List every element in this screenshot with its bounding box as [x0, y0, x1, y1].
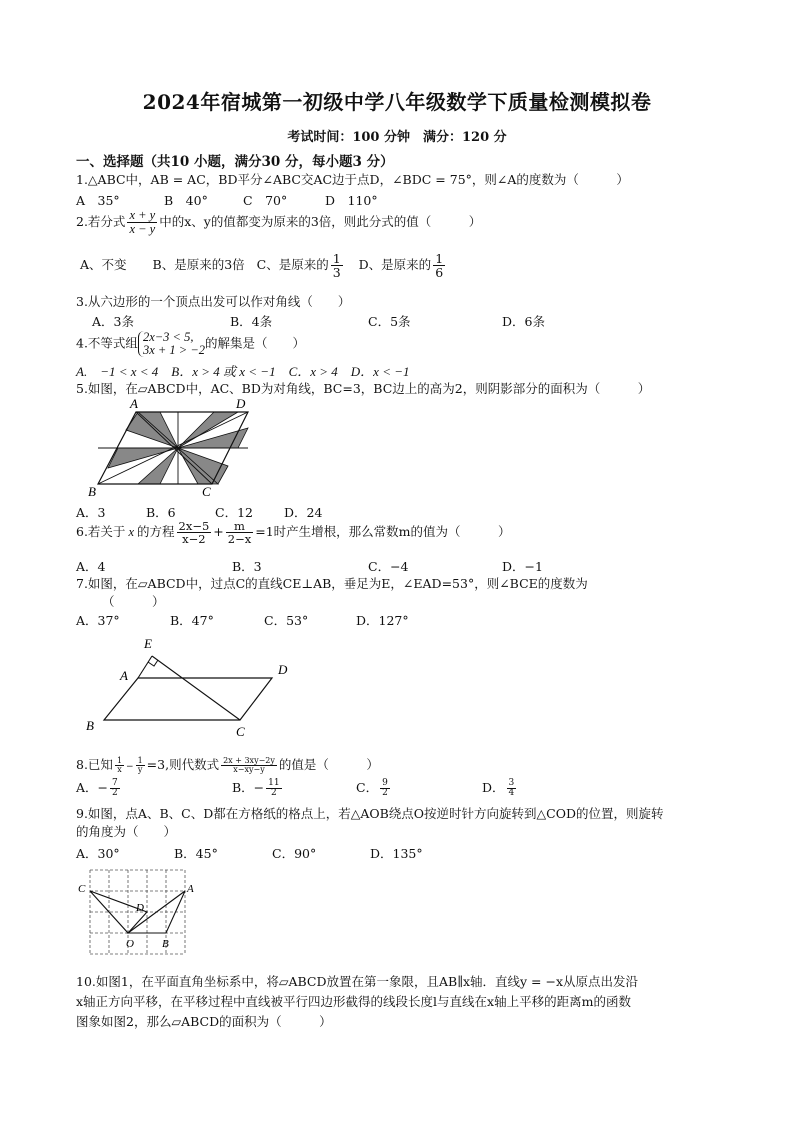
q8-option-b	[232, 778, 284, 798]
q8-c-frac	[380, 779, 390, 799]
parallelogram-ce-figure	[82, 632, 296, 740]
q4-inequality-system	[138, 331, 205, 357]
q7-answer-paren: （ ）	[102, 594, 165, 609]
question-3: 3.从六边形的一个顶点出发可以作对角线（ ）	[76, 294, 351, 309]
q2-fraction	[127, 209, 157, 236]
q2-options	[80, 252, 447, 279]
q8-expression-fraction	[221, 757, 277, 775]
section-heading: 一、选择题（共10 小题，满分30 分，每小题3 分）	[76, 154, 394, 170]
q8-a-d: 2	[112, 788, 118, 798]
q2-prefix: 2.若分式	[76, 214, 126, 230]
question-6	[76, 520, 511, 545]
label-c: C	[202, 484, 211, 499]
q4-options: A. −1 < x < 4 B．x > 4 或 x < −1 C．x > 4 D．x < −1	[76, 364, 410, 379]
q4-suffix: 的解集是（ ）	[205, 335, 306, 351]
q5-option-c: C．12	[215, 505, 253, 520]
q8-a-num: 1	[116, 755, 123, 765]
q3-option-d: D．6条	[502, 314, 545, 329]
q8-option-c	[356, 778, 392, 798]
q9-option-a: A．30°	[76, 846, 120, 861]
q6-option-a: A．4	[76, 559, 106, 574]
q4-prefix: 4.不等式组	[76, 335, 138, 351]
q8-middle: =3,则代数式	[146, 757, 220, 772]
q8-b-d: 2	[271, 788, 277, 798]
question-9-line-1: 9.如图，点A、B、C、D都在方格纸的格点上，若△AOB绕点O按逆时针方向旋转到△COD的位置，则旋转	[76, 806, 664, 821]
q8-c-n: 9	[382, 777, 388, 788]
q6-fraction-2	[226, 520, 253, 545]
q8-c-label: C．	[356, 780, 379, 795]
q8-option-d	[482, 778, 518, 798]
label-a: A	[187, 883, 194, 895]
label-d: D	[236, 396, 246, 411]
q9-option-d: D．135°	[370, 846, 423, 861]
q2-numerator: x + y	[129, 208, 156, 222]
q2-d-den: 6	[435, 265, 444, 281]
q8-a-frac	[110, 779, 120, 799]
label-b: B	[162, 938, 169, 950]
label-c: C	[78, 883, 86, 895]
q8-d-label: D．	[482, 780, 505, 795]
q3-option-c: C．5条	[368, 314, 411, 329]
q6-prefix: 6.若关于	[76, 524, 126, 540]
grid-rotation-figure	[78, 866, 202, 962]
question-4	[76, 331, 305, 357]
q2-suffix: 中的x、y的值都变为原来的3倍，则此分式的值（ ）	[159, 214, 482, 230]
question-2	[76, 209, 481, 236]
q2-option-b: B、是原来的3倍	[152, 257, 245, 273]
q6-f2-num: m	[226, 520, 253, 533]
q2-option-a: A、不变	[80, 257, 127, 273]
q6-option-c: C．−4	[368, 559, 409, 574]
q6-plus: +	[213, 524, 224, 540]
q7-option-d: D．127°	[356, 613, 409, 628]
question-10-line-2: x轴正方向平移，在平移过程中直线被平行四边形截得的线段长度l与直线在x轴上平移的距离m的函数	[76, 994, 631, 1009]
q6-variable: x	[128, 525, 134, 540]
page-title: 2024年宿城第一初级中学八年级数学下质量检测模拟卷	[142, 90, 652, 114]
question-8: 8.已知 $\frac{1}{x}$ − $\frac{1}{y}$ =3,则代数式 $\frac{2x + 3xy-2y}{x-xy-y}$ 的值是（ ）	[76, 755, 379, 774]
q5-option-d: D．24	[284, 505, 323, 520]
q2-option-d-fraction	[433, 252, 445, 279]
q8-prefix: 8.已知	[76, 757, 113, 772]
q8-a-den: x	[117, 765, 122, 774]
q5-option-a: A．3	[76, 505, 106, 520]
q2-option-c-fraction	[331, 252, 343, 279]
q1-option-c: C 70°	[243, 193, 288, 208]
q6-suffix: =1时产生增根，那么常数m的值为（ ）	[255, 524, 511, 540]
q8-a-label: A．−	[76, 780, 109, 795]
q8-c-d: 2	[382, 788, 388, 798]
q3-option-b: B．4条	[230, 314, 273, 329]
q2-c-den: 3	[332, 265, 341, 281]
q3-option-a: A．3条	[92, 314, 134, 329]
question-10-line-1: 10.如图1，在平面直角坐标系中，将▱ABCD放置在第一象限，且AB∥x轴．直线y = −x从原点出发沿	[76, 974, 639, 989]
question-10-line-3: 图象如图2，那么▱ABCD的面积为（ ）	[76, 1014, 332, 1029]
q7-option-b: B．47°	[170, 613, 214, 628]
label-o: O	[126, 938, 134, 950]
q6-option-b: B．3	[232, 559, 262, 574]
q4-line-1: 2x−3 < 5,	[142, 330, 194, 344]
q6-option-d: D．−1	[502, 559, 543, 574]
question-5: 5.如图，在▱ABCD中，AC、BD为对角线，BC=3，BC边上的高为2，则阴影部分的面积为（ ）	[76, 381, 651, 396]
q7-option-a: A．37°	[76, 613, 120, 628]
q6-f1-den: x−2	[182, 532, 206, 547]
q8-b-frac	[266, 779, 281, 799]
q8-frac-1y	[136, 757, 145, 775]
label-a: A	[130, 396, 138, 411]
q8-d-frac	[507, 779, 517, 799]
question-1: 1.△ABC中，AB = AC，BD平分∠ABC交AC边于点D，∠BDC = 75°，则∠A的度数为（ ）	[76, 172, 629, 187]
q8-b-den: y	[137, 765, 143, 774]
q8-expr-den: x−xy−y	[233, 765, 265, 774]
q8-d-d: 4	[508, 788, 515, 798]
q9-option-c: C．90°	[272, 846, 317, 861]
q8-b-num: 1	[137, 755, 143, 765]
label-b: B	[88, 484, 96, 499]
q8-frac-1x	[115, 757, 124, 775]
q6-f1-num: 2x−5	[178, 519, 210, 533]
q6-fraction-1	[177, 520, 212, 545]
q1-option-d: D 110°	[325, 193, 378, 208]
q1-option-a: A 35°	[76, 193, 120, 208]
q8-expr-num: 2x + 3xy−2y	[223, 755, 275, 765]
label-d: D	[278, 662, 288, 677]
question-9-line-2: 的角度为（ ）	[76, 824, 177, 839]
label-b: B	[86, 718, 94, 733]
q8-option-a	[76, 778, 122, 798]
q8-suffix: 的值是（ ）	[278, 757, 379, 772]
q8-d-n: 3	[508, 777, 515, 788]
q6-f2-den: 2−x	[227, 532, 252, 547]
exam-info: 考试时间：100 分钟 满分：120 分	[287, 130, 507, 145]
q2-option-d: D、是原来的	[358, 257, 432, 273]
label-c: C	[236, 724, 245, 739]
question-7: 7.如图，在▱ABCD中，过点C的直线CE⊥AB，垂足为E，∠EAD=53°，则∠BCE的度数为	[76, 576, 588, 591]
q2-c-num: 1	[332, 251, 341, 266]
q8-b-label: B．−	[232, 780, 265, 795]
parallelogram-figure	[86, 396, 266, 500]
label-a: A	[120, 668, 128, 683]
q5-option-b: B．6	[146, 505, 176, 520]
q6-middle: 的方程	[137, 524, 175, 540]
q8-a-n: 7	[112, 777, 118, 788]
q2-d-num: 1	[435, 251, 444, 266]
q2-option-c: C、是原来的	[256, 257, 329, 273]
label-e: E	[144, 636, 152, 651]
q8-b-n: 11	[268, 777, 280, 788]
q4-line-2: 3x + 1 > −2	[142, 343, 206, 357]
q7-option-c: C．53°	[264, 613, 309, 628]
q1-option-b: B 40°	[164, 193, 208, 208]
label-d: D	[136, 902, 144, 914]
q2-denominator: x − y	[129, 222, 156, 237]
q9-option-b: B．45°	[174, 846, 218, 861]
